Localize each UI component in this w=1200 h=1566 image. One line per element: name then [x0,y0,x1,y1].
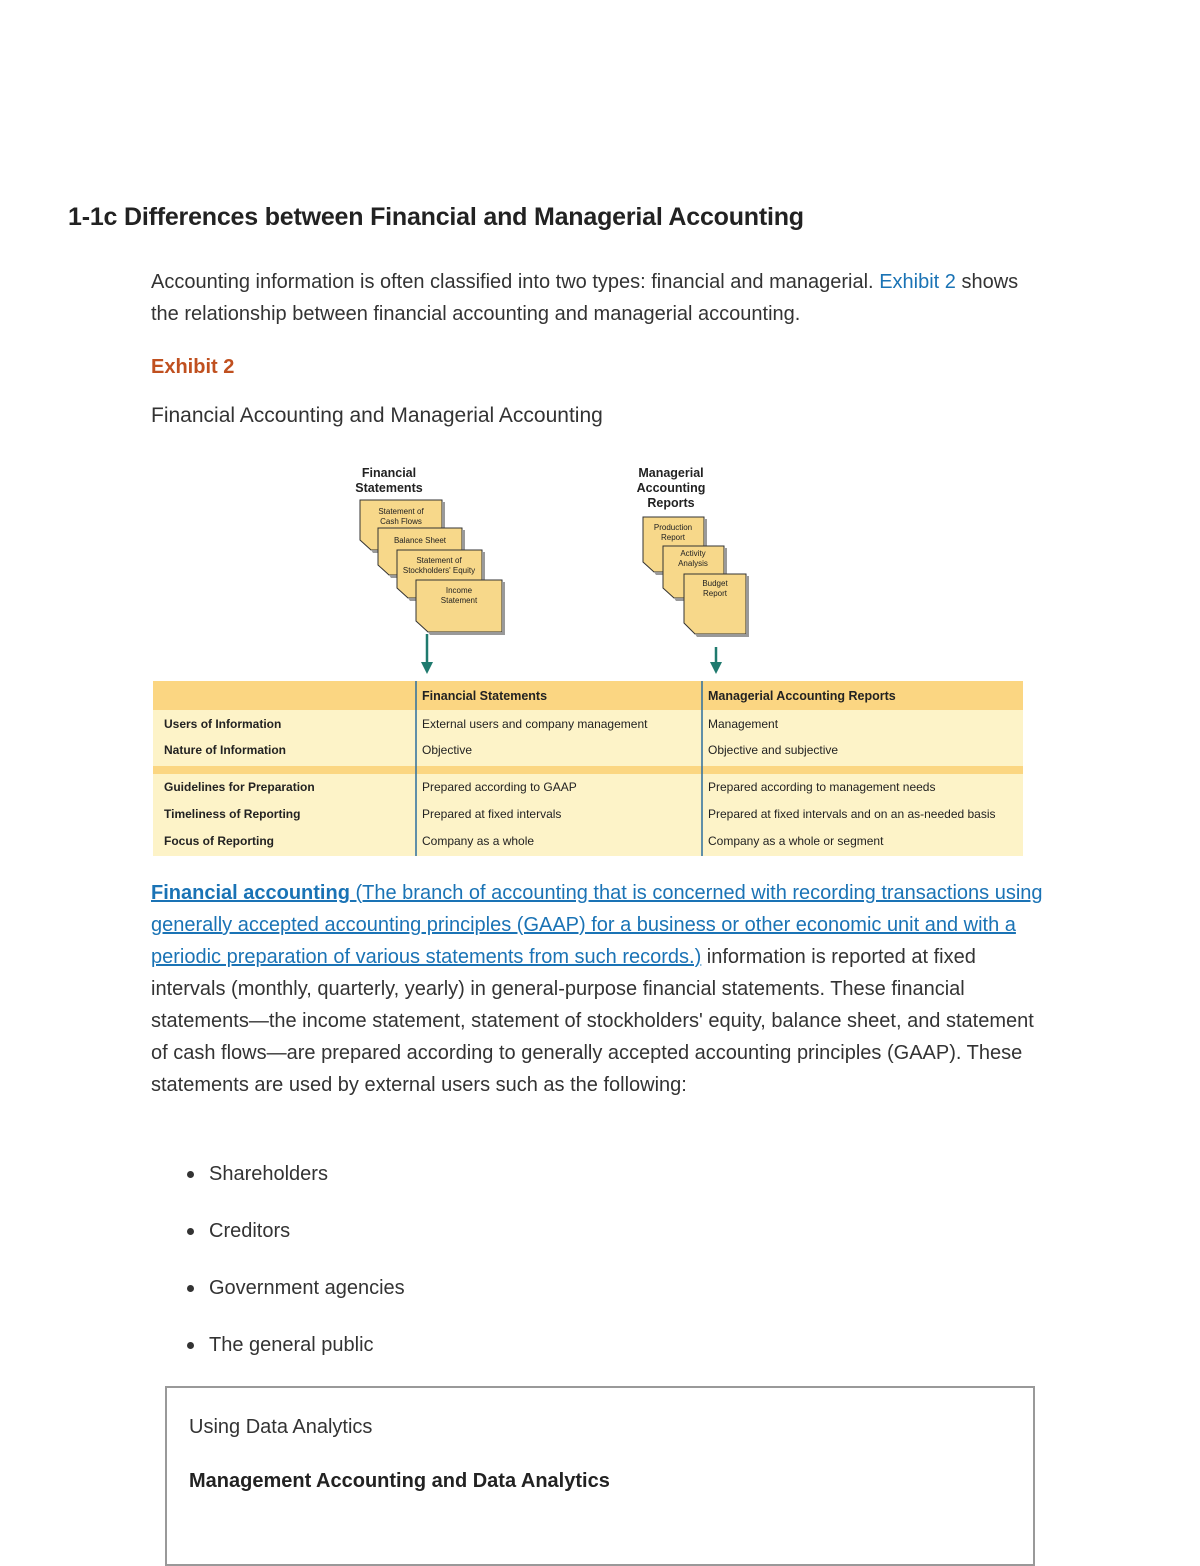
comparison-table [153,681,1023,856]
doc-label: Analysis [678,559,708,568]
doc-label: Stockholders' Equity [402,566,476,575]
doc-label: Production [653,523,693,532]
financial-accounting-paragraph [151,877,1051,1101]
row-label: Focus of Reporting [164,834,274,848]
doc-label: Activity [680,549,706,558]
exhibit-title: Financial Accounting and Managerial Accounting [151,404,603,427]
doc-label: Report [702,589,728,598]
doc-label: Balance Sheet [393,536,447,545]
financial-group-title: Financial [361,466,417,480]
doc-label: Cash Flows [380,517,422,526]
financial-accounting-body: information is reported at fixed intervals (monthly, quarterly, yearly) in general-purpose financial statements. These financial statements—the income statement, statement of stockholders' equity, balance sheet, and statement of cash flows—are prepared according to generally accepted accounting principles (GAAP). These statements are used by external users such as the following: [151,946,1034,1096]
row-managerial: Management [708,717,779,731]
row-financial: Prepared at fixed intervals [422,807,562,821]
section-heading: 1-1c Differences between Financial and Managerial Accounting [68,203,804,231]
doc-label: Statement of [416,556,462,565]
row-managerial: Company as a whole or segment [708,834,884,848]
managerial-group-title-2: Accounting [636,481,706,495]
row-label: Users of Information [164,717,282,731]
intro-text: Accounting information is often classified into two types: financial and managerial. [151,271,880,293]
financial-accounting-term: Financial accounting [151,882,350,904]
row-label: Nature of Information [164,743,286,757]
table-header-financial: Financial Statements [422,689,548,703]
list-item: The general public [187,1329,405,1386]
table-header-managerial: Managerial Accounting Reports [708,689,896,703]
managerial-group-title: Managerial [638,466,704,480]
exhibit-2-link[interactable]: Exhibit 2 [879,271,956,293]
intro-paragraph [151,266,1051,330]
row-label: Guidelines for Preparation [164,780,315,794]
financial-group-title-2: Statements [355,481,423,495]
doc-label: Statement of [378,507,424,516]
row-managerial: Objective and subjective [708,743,839,757]
data-analytics-callout [165,1386,1035,1566]
list-item: Creditors [187,1215,405,1272]
row-financial: External users and company management [422,717,648,731]
intro-text-end: shows the relationship between financial accounting and managerial accounting. [151,271,1019,325]
callout-label: Using Data Analytics [189,1416,373,1438]
managerial-arrow [710,647,722,674]
callout-title: Management Accounting and Data Analytics [189,1470,610,1492]
row-managerial: Prepared according to management needs [708,780,936,794]
managerial-group-title-3: Reports [647,496,695,510]
doc-label: Report [660,533,686,542]
managerial-doc-budget [684,574,749,637]
doc-label: Statement [440,596,478,605]
row-managerial: Prepared at fixed intervals and on an as-needed basis [708,807,996,821]
row-financial: Prepared according to GAAP [422,780,577,794]
external-users-list [187,1158,405,1386]
financial-accounting-definition: (The branch of accounting that is concerned with recording transactions using generally accepted accounting principles (GAAP) for a business or other economic unit and with a periodic preparation of various statements from such records.) [151,882,1043,968]
financial-arrow [421,634,433,674]
financial-doc-income-statement [416,580,505,635]
doc-label: Income [445,586,473,595]
list-item: Government agencies [187,1272,405,1329]
row-financial: Company as a whole [422,834,535,848]
exhibit-label: Exhibit 2 [151,356,235,378]
row-label: Timeliness of Reporting [164,807,301,821]
row-financial: Objective [422,743,473,757]
list-item: Shareholders [187,1158,405,1215]
doc-label: Budget [702,579,728,588]
